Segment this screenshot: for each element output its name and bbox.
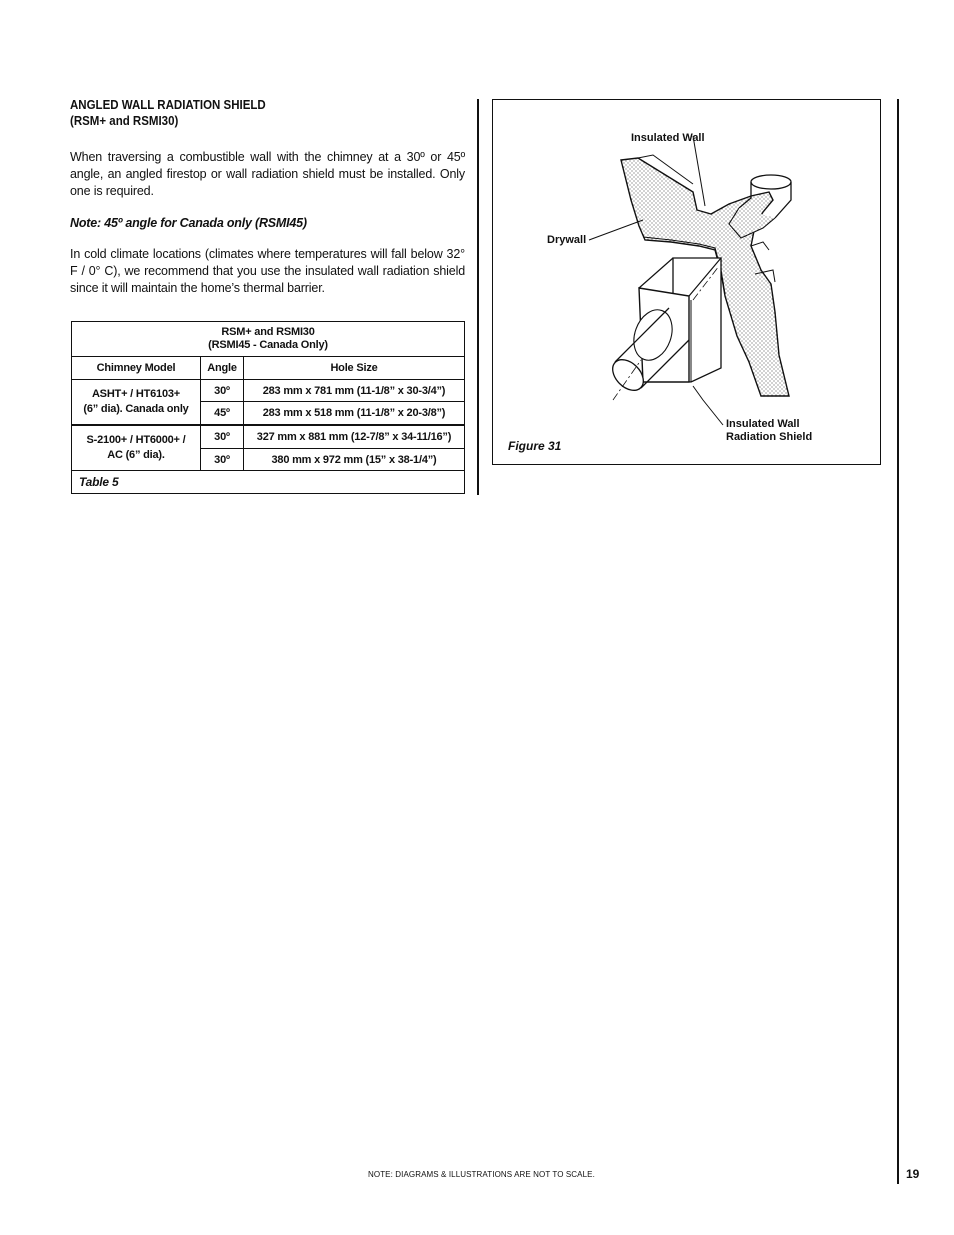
canada-note: Note: 45º angle for Canada only (RSMI45)	[70, 216, 307, 230]
left-column	[70, 97, 465, 297]
model-line2: AC (6” dia).	[107, 449, 165, 461]
angle-cell: 30º	[201, 449, 244, 471]
section-heading-line1: ANGLED WALL RADIATION SHIELD	[70, 98, 266, 112]
leader-drywall	[589, 220, 643, 240]
figure-caption: Figure 31	[508, 439, 562, 453]
hole-size-cell: 283 mm x 781 mm (11-1/8” x 30-3/4”)	[244, 380, 465, 402]
header-angle: Angle	[201, 357, 244, 380]
cold-climate-paragraph: In cold climate locations (climates where temperatures will fall below 32° F / 0° C), we recommend that you use the insulated wall radiation shield since it will maintain the home’s thermal barrier.	[70, 247, 465, 295]
model-line2: (6” dia). Canada only	[83, 403, 189, 415]
page-number: 19	[906, 1167, 920, 1181]
right-margin-rule	[897, 99, 899, 1184]
hole-size-cell: 380 mm x 972 mm (15” x 38-1/4”)	[244, 449, 465, 471]
table-row	[72, 380, 465, 402]
header-chimney-model: Chimney Model	[72, 357, 201, 380]
table-title-line2: (RSMI45 - Canada Only)	[208, 339, 328, 351]
table-title	[72, 322, 465, 357]
hole-size-table	[71, 321, 465, 494]
label-insulated-wall: Insulated Wall	[631, 132, 705, 144]
model-line1: ASHT+ / HT6103+	[91, 388, 181, 400]
label-shield-line2: Radiation Shield	[726, 431, 813, 443]
label-drywall: Drywall	[547, 234, 587, 246]
model-cell	[72, 425, 201, 471]
header-hole-size: Hole Size	[244, 357, 465, 380]
table-row	[72, 425, 465, 449]
column-divider	[477, 99, 479, 495]
intro-paragraph: When traversing a combustible wall with the chimney at a 30º or 45º angle, an angled firestop or wall radiation shield must be installed. Only one is required.	[70, 150, 465, 198]
label-radiation-shield	[726, 418, 812, 444]
radiation-shield-illustration	[493, 100, 882, 466]
table-caption: Table 5	[72, 471, 465, 494]
footer-note: NOTE: DIAGRAMS & ILLUSTRATIONS ARE NOT TO SCALE.	[368, 1170, 595, 1179]
model-line1: S-2100+ / HT6000+ /	[86, 434, 186, 446]
table-title-line1: RSM+ and RSMI30	[221, 326, 315, 338]
angle-cell: 30º	[201, 425, 244, 449]
figure-31	[492, 99, 881, 465]
angle-cell: 45º	[201, 402, 244, 426]
leader-shield	[693, 386, 723, 425]
hole-size-cell: 327 mm x 881 mm (12-7/8” x 34-11/16”)	[244, 425, 465, 449]
leader-insulated-wall	[693, 136, 705, 206]
section-heading-line2: (RSM+ and RSMI30)	[70, 114, 179, 128]
angle-cell: 30º	[201, 380, 244, 402]
model-cell	[72, 380, 201, 426]
label-shield-line1: Insulated Wall	[726, 418, 800, 430]
hole-size-cell: 283 mm x 518 mm (11-1/8” x 20-3/8”)	[244, 402, 465, 426]
